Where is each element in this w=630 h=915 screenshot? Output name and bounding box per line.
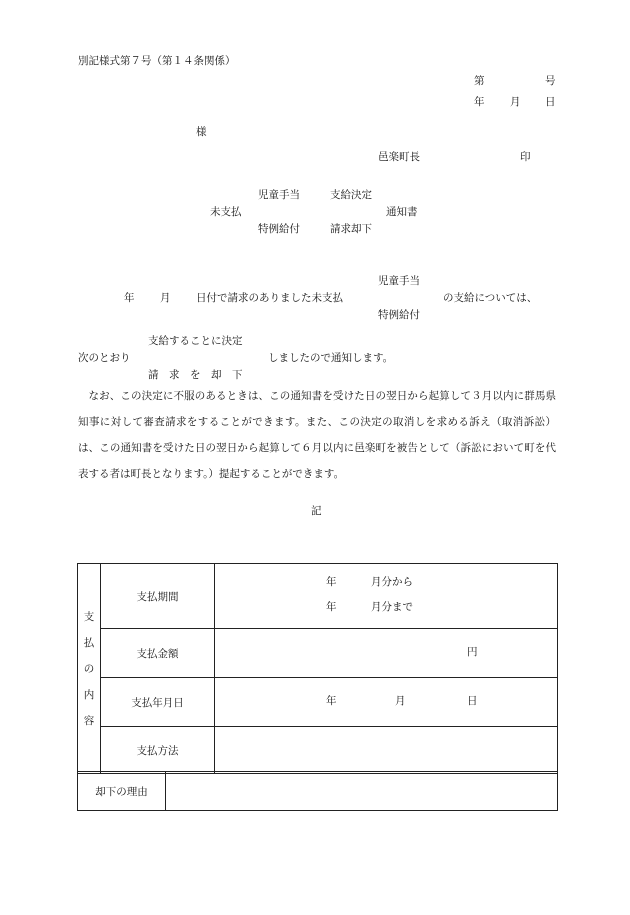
decision-reject: 請 求 を 却 下 [148, 369, 243, 381]
pay-date-day: 日 [467, 695, 478, 707]
side-char: 払 [83, 636, 95, 649]
decision-pay: 支給することに決定 [148, 335, 243, 347]
date-month: 月 [510, 96, 521, 108]
period-year-from: 年 [326, 576, 337, 588]
amount-value-cell[interactable] [215, 629, 558, 678]
option-special-benefit: 特例給付 [378, 309, 420, 321]
issuer-title: 邑楽町長 [378, 151, 420, 163]
side-char: 支 [83, 610, 95, 623]
side-char: 内 [83, 688, 95, 701]
period-from: 月分から [371, 576, 413, 588]
option-child-allowance: 児童手当 [378, 275, 420, 287]
title-claim-rejection: 請求却下 [330, 223, 372, 235]
method-value-cell[interactable] [215, 727, 558, 774]
body-month: 月 [160, 292, 171, 304]
title-unpaid: 未支払 [210, 206, 242, 218]
side-char: 容 [83, 714, 95, 727]
form-title: 別記様式第７号（第１４条関係） [78, 55, 236, 67]
pay-date-month: 月 [395, 695, 406, 707]
addressee-sama: 様 [196, 126, 207, 138]
issuer-seal: 印 [520, 151, 531, 163]
decision-tail: しましたので通知します。 [268, 352, 394, 364]
date-year: 年 [474, 96, 485, 108]
side-char: の [83, 662, 95, 675]
payment-details-table [77, 563, 558, 774]
title-special-benefit: 特例給付 [258, 223, 300, 235]
body-text-claim: 日付で請求のありました未支払 [196, 292, 343, 304]
number-prefix: 第 [474, 75, 485, 87]
notice-paragraph: なお、この決定に不服のあるときは、この通知書を受けた日の翌日から起算して３月以内に群馬県知事に対して審査請求をすることができます。また、この決定の取消しを求める訴え（取消訴訟）は、この通知書を受けた日の翌日から起算して６月以内に邑楽町を被告として（訴訟において町を代表する者は町長となります。）提起することができます。 [78, 390, 556, 480]
pay-date-year: 年 [326, 695, 337, 707]
title-payment-decision: 支給決定 [330, 189, 372, 201]
pay-date-value-cell[interactable] [215, 678, 558, 727]
period-year-to: 年 [326, 601, 337, 613]
number-suffix: 号 [545, 75, 556, 87]
amount-unit: 円 [467, 646, 478, 658]
rejection-reason-table [77, 771, 558, 811]
period-value-cell[interactable] [215, 564, 558, 629]
body-text-payment: の支給については、 [443, 292, 538, 304]
body-year: 年 [124, 292, 135, 304]
period-to: 月分まで [371, 601, 413, 613]
payment-content-side-label [78, 564, 101, 774]
period-label: 支払期間 [101, 564, 215, 629]
ki-mark: 記 [311, 505, 322, 517]
method-label: 支払方法 [101, 727, 215, 774]
title-notice: 通知書 [386, 206, 418, 218]
amount-label: 支払金額 [101, 629, 215, 678]
title-child-allowance: 児童手当 [258, 189, 300, 201]
date-day: 日 [545, 96, 556, 108]
reject-reason-value-cell[interactable] [166, 772, 558, 811]
pay-date-label: 支払年月日 [101, 678, 215, 727]
reject-reason-label: 却下の理由 [78, 772, 166, 811]
body-lead: 次のとおり [78, 352, 131, 364]
